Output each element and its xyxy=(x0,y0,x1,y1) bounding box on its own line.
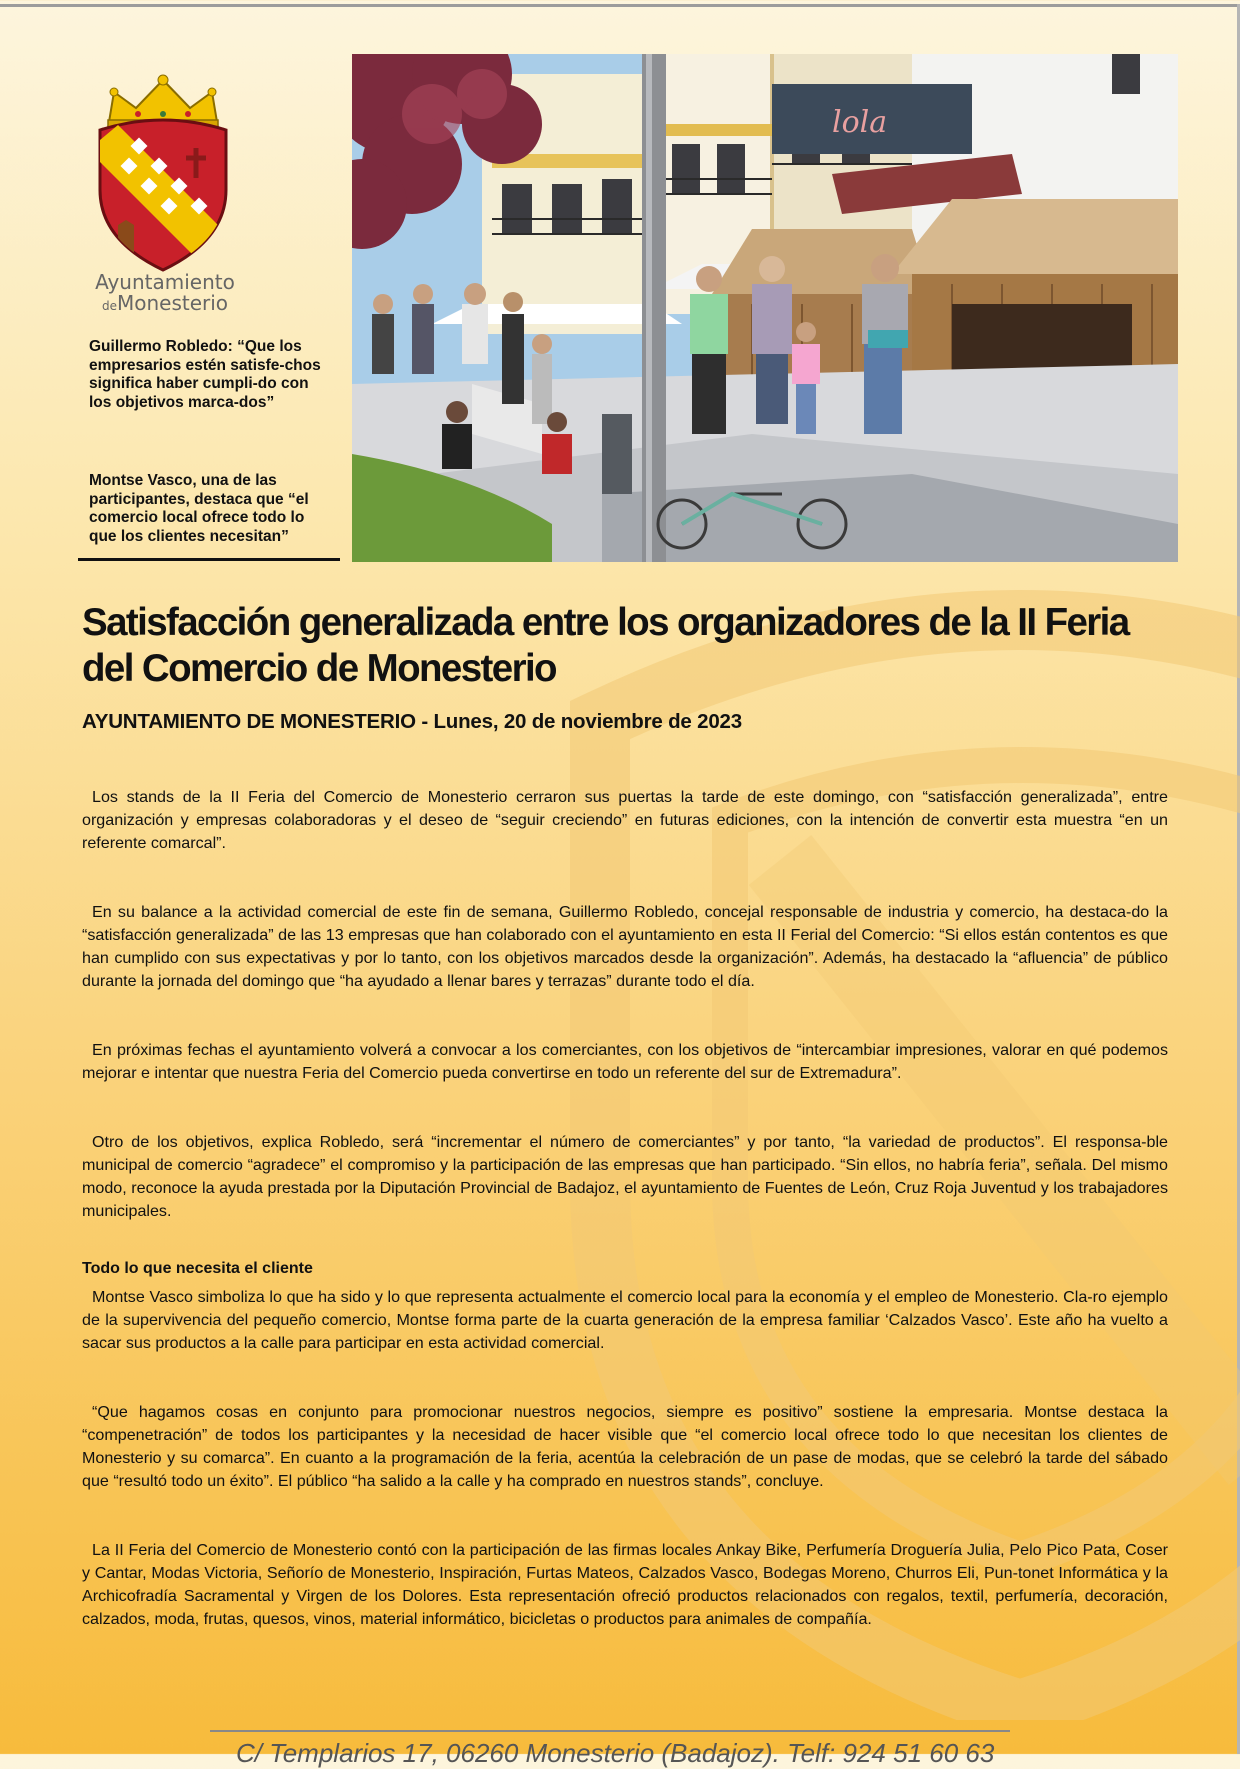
sidebar-divider xyxy=(78,558,340,561)
logo-line-2-prefix: de xyxy=(101,299,117,313)
fair-street-photo xyxy=(352,54,1178,562)
paragraph-5-text: Montse Vasco simboliza lo que ha sido y lo que representa actualmente el comercio local para la economía y el empleo de Monesterio. Cla-ro ejemplo de la supervivencia del pequeño comercio, Montse forma parte de la cuarta generación de la empresa familiar ‘Calzados Vasco’. Este año ha vuelto a sacar sus productos a la calle para participar en esta actividad comercial. xyxy=(82,1288,1168,1352)
shop-sign-text: lola xyxy=(832,105,888,140)
footer-address: C/ Templarios 17, 06260 Monesterio (Badajoz). Telf: 924 51 60 63 xyxy=(236,1738,995,1768)
paragraph-1-text: Los stands de la II Feria del Comercio de Monesterio cerraron sus puertas la tarde de este domingo, con “satisfacción generalizada”, entre organización y empresas colaboradoras y el deseo de “seguir creciendo” en futuras ediciones, con la intención de convertir esta muestra “en un referente comarcal”. xyxy=(82,788,1168,852)
article-byline: AYUNTAMIENTO DE MONESTERIO - Lunes, 20 de noviembre de 2023 xyxy=(82,710,742,733)
article-paragraph-2 xyxy=(82,901,1168,993)
article-body xyxy=(82,786,1168,1677)
article-paragraph-5 xyxy=(82,1286,1168,1355)
sidebar-quote-vasco: Montse Vasco, una de las participantes, destaca que “el comercio local ofrece todo lo que los clientes necesitan” xyxy=(89,472,309,545)
article-subheading: Todo lo que necesita el cliente xyxy=(82,1260,313,1277)
paragraph-4-text: Otro de los objetivos, explica Robledo, será “incrementar el número de comerciantes” y por tanto, “la variedad de productos”. El responsa-ble municipal de comercio “agradece” el compromiso y la participación de las empresas que han participado. “Sin ellos, no habría feria”, señala. Del mismo modo, reconoce la ayuda prestada por la Diputación Provincial de Badajoz, el ayuntamiento de Fuentes de León, Cruz Roja Juventud y los trabajadores municipales. xyxy=(82,1133,1168,1220)
article-paragraph-1 xyxy=(82,786,1168,855)
article-paragraph-4 xyxy=(82,1131,1168,1223)
paragraph-6-text: “Que hagamos cosas en conjunto para promocionar nuestros negocios, siempre es positivo” sostiene la empresaria. Montse destaca la “compenetración” de todos los participantes y la necesidad de hacer visible que “el comercio local ofrece todo lo que necesitan los clientes de Monesterio y su comarca”. En cuanto a la programación de la feria, acentúa la celebración de un pase de modas, que se celebró la tarde del sábado que “resultó todo un éxito”. El público “ha salido a la calle y ha comprado en nuestros stands”, concluye. xyxy=(82,1403,1168,1490)
paragraph-7-text: La II Feria del Comercio de Monesterio contó con la participación de las firmas locales Ankay Bike, Perfumería Droguería Julia, Pelo Pico Pata, Coser y Cantar, Modas Victoria, Señorío de Monesterio, Inspiración, Furtas Mateos, Calzados Vasco, Bodegas Moreno, Churros Eli, Pun-tonet Informática y la Archicofradía Sacramental y Virgen de los Dolores. Esta representación ofreció productos relacionados con regalos, textil, perfumería, decoración, calzados, moda, frutas, quesos, vinos, material informático, bicicletas o productos para animales de compañía. xyxy=(82,1541,1168,1628)
logo-wordmark xyxy=(90,272,240,314)
logo-line-2-main: Monesterio xyxy=(116,291,229,315)
article-headline: Satisfacción generalizada entre los organizadores de la II Feria del Comercio de Monesterio xyxy=(82,601,1129,690)
sidebar-quote-robledo: Guillermo Robledo: “Que los empresarios estén satisfe-chos significa haber cumpli-do con los objetivos marca-dos” xyxy=(89,338,321,411)
paragraph-3-text: En próximas fechas el ayuntamiento volverá a convocar a los comerciantes, con los objetivos de “intercambiar impresiones, valorar en qué podemos mejorar e intentar que nuestra Feria del Comercio pueda convertirse en todo un referente del sur de Extremadura”. xyxy=(82,1041,1168,1082)
logo-line-1: Ayuntamiento xyxy=(95,270,235,294)
article-paragraph-3 xyxy=(82,1039,1168,1085)
footer-divider xyxy=(210,1730,1010,1732)
article-paragraph-6 xyxy=(82,1401,1168,1493)
paragraph-2-text: En su balance a la actividad comercial de este fin de semana, Guillermo Robledo, concejal responsable de industria y comercio, ha destaca-do la “satisfacción generalizada” de las 13 empresas que han colaborado con el ayuntamiento en esta II Ferial del Comercio: “Si ellos están contentos es que han cumplido con sus expectativas y por lo tanto, con los objetivos marcados desde la organización”. Además, ha destacado la “afluencia” de público durante la jornada del domingo que “ha ayudado a llenar bares y terrazas” durante todo el día. xyxy=(82,903,1168,990)
top-border xyxy=(0,4,1240,7)
article-paragraph-7 xyxy=(82,1539,1168,1631)
